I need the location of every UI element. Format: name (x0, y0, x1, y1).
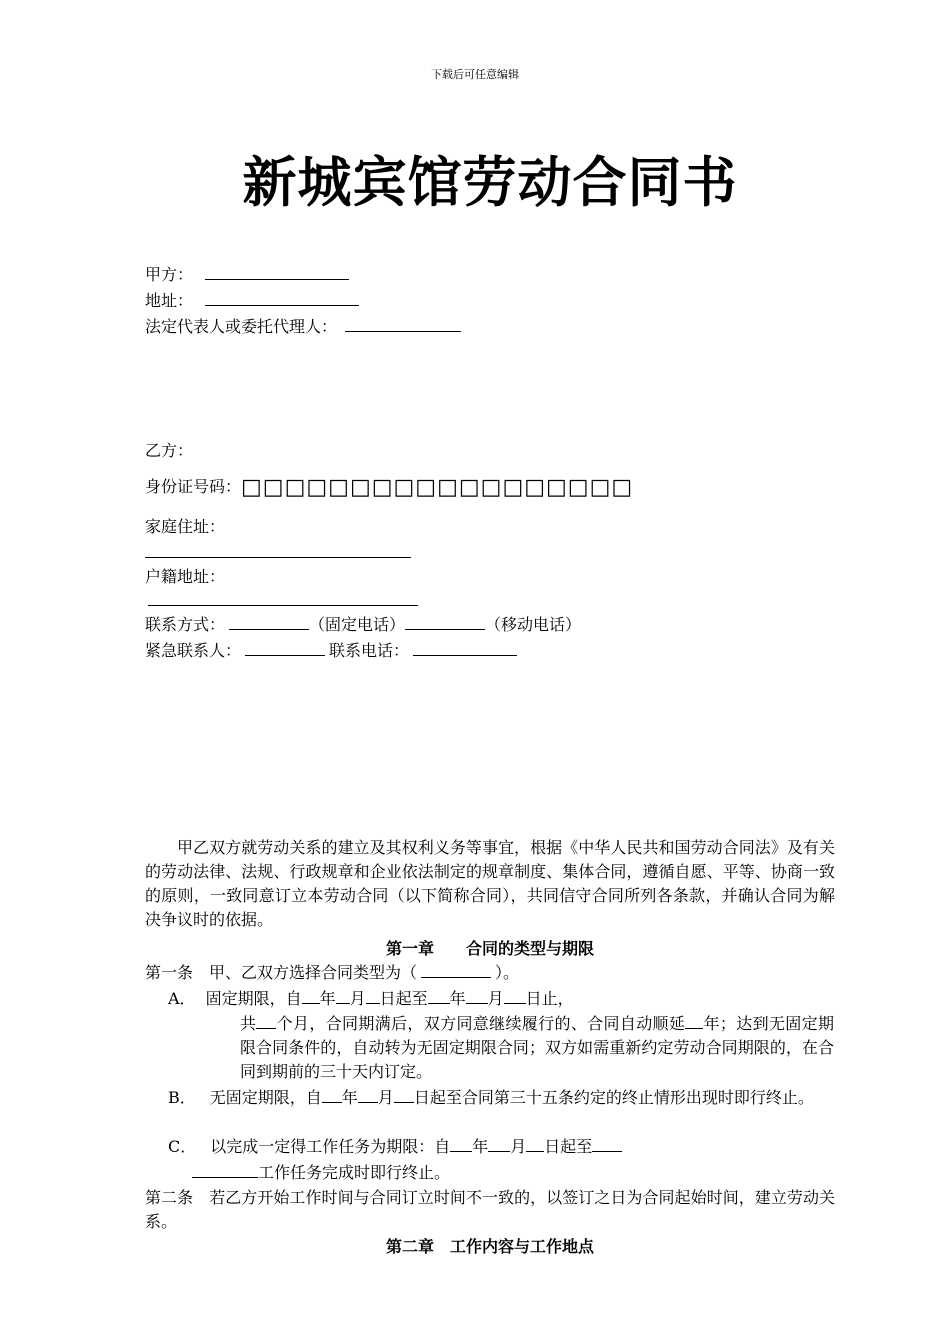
day-stop-label: 日止， (525, 989, 574, 1008)
party-a-rep-label: 法定代表人或委托代理人： (145, 317, 338, 336)
party-b-label: 乙方： (145, 441, 194, 460)
end-day-blank[interactable] (504, 989, 526, 1004)
end-month-blank[interactable] (466, 989, 488, 1004)
contact-label: 联系方式： (145, 615, 226, 634)
c-month-blank[interactable] (488, 1137, 510, 1152)
article-2 (145, 1186, 835, 1234)
option-a-c3: 年；达到无固定期限合同条件的，自动转为无固定期限合同；双方如需重新约定劳动合同期限的，在合同到期前的三十天内订定。 (240, 1014, 834, 1081)
option-c-continuation (192, 1162, 450, 1184)
chapter-1-heading: 第一章 合同的类型与期限 (385, 939, 594, 958)
option-a-label: A． (168, 989, 196, 1008)
extension-years-blank[interactable] (685, 1014, 703, 1029)
party-a-blank[interactable] (205, 265, 349, 280)
phone-label: 联系电话： (329, 641, 410, 660)
option-b-text: 无固定期限，自 (209, 1088, 322, 1107)
option-c-label: C． (168, 1137, 197, 1156)
start-day-blank[interactable] (366, 989, 380, 1004)
start-year-blank[interactable] (302, 989, 320, 1004)
year-label: 年 (472, 1137, 489, 1156)
party-b-household-label: 户籍地址： (145, 567, 226, 586)
c-year-blank[interactable] (450, 1137, 472, 1152)
party-b-id-line (145, 476, 633, 499)
c-day-blank[interactable] (526, 1137, 544, 1152)
party-b-home-label: 家庭住址： (145, 517, 226, 536)
option-a-line (168, 988, 574, 1010)
option-a-c1: 共 (240, 1014, 257, 1033)
household-address-blank[interactable] (148, 605, 418, 606)
party-b-id-label: 身份证号码： (145, 477, 242, 496)
contact-line (145, 614, 581, 636)
option-a-text: 固定期限，自 (205, 989, 302, 1008)
contract-type-blank[interactable] (421, 963, 491, 978)
end-year-blank[interactable] (428, 989, 450, 1004)
option-b (168, 1086, 834, 1110)
intro-paragraph: 甲乙双方就劳动关系的建立及其权利义务等事宜，根据《中华人民共和国劳动合同法》及有关的劳动法律、法规、行政规章和企业依法制定的规章制度、集体合同，遵循自愿、平等、协商一致的原则，一致同意订立本劳动合同（以下简称合同），共同信守合同所列各条款，并确认合同为解决争议时的依据。 (145, 838, 835, 929)
chapter-2-heading: 第二章 工作内容与工作地点 (385, 1237, 594, 1256)
b-year-blank[interactable] (322, 1088, 342, 1103)
article-1 (145, 962, 519, 984)
fixed-phone-blank[interactable] (229, 615, 309, 630)
option-a-continuation (240, 1012, 834, 1084)
month-label: 月 (377, 1088, 394, 1107)
home-address-blank[interactable] (145, 557, 411, 558)
emergency-label: 紧急联系人： (145, 641, 242, 660)
id-number-boxes[interactable]: □□□□□□□□□□□□□□□□□□ (241, 475, 634, 500)
party-a-address-label: 地址： (145, 291, 194, 310)
article-1-text: 第一条 甲、乙双方选择合同类型为（ (145, 963, 418, 982)
option-c-line (168, 1136, 622, 1158)
option-b-label: B． (168, 1088, 196, 1107)
option-a-c2: 个月，合同期满后，双方同意继续履行的、合同自动顺延 (276, 1014, 686, 1033)
month-label: 月 (510, 1137, 527, 1156)
party-a-rep-line (145, 316, 461, 338)
b-month-blank[interactable] (358, 1088, 378, 1103)
party-a-label: 甲方： (145, 265, 194, 284)
b-day-blank[interactable] (394, 1088, 414, 1103)
header-note: 下载后可任意编辑 (431, 68, 519, 81)
task-blank-b[interactable] (192, 1163, 258, 1178)
option-b-rest: 日起至合同第三十五条约定的终止情形出现时即行终止。 (413, 1088, 814, 1107)
mobile-phone-label: （移动电话） (485, 615, 582, 634)
day-from-label: 日起至 (379, 989, 428, 1008)
party-a-rep-blank[interactable] (345, 317, 461, 332)
year-label: 年 (341, 1088, 358, 1107)
start-month-blank[interactable] (336, 989, 350, 1004)
year-label: 年 (449, 989, 466, 1008)
year-label: 年 (319, 989, 336, 1008)
months-blank[interactable] (256, 1014, 276, 1029)
fixed-phone-label: （固定电话） (309, 615, 406, 634)
day-from-label: 日起至 (544, 1137, 593, 1156)
article-2-text: 第二条 若乙方开始工作时间与合同订立时间不一致的，以签订之日为合同起始时间，建立劳动关系。 (145, 1188, 835, 1231)
emergency-contact-blank[interactable] (245, 641, 325, 656)
document-title: 新城宾馆劳动合同书 (242, 150, 738, 214)
emergency-line (145, 640, 517, 662)
task-blank-a[interactable] (592, 1137, 622, 1152)
month-label: 月 (349, 989, 366, 1008)
option-c-text: 以完成一定得工作任务为期限：自 (210, 1137, 451, 1156)
party-a-address-line (145, 290, 359, 312)
mobile-phone-blank[interactable] (405, 615, 485, 630)
party-a-address-blank[interactable] (205, 291, 359, 306)
emergency-phone-blank[interactable] (413, 641, 517, 656)
month-label: 月 (487, 989, 504, 1008)
article-1-close: ）。 (495, 963, 520, 982)
party-a-line (145, 264, 349, 286)
option-c-rest: 工作任务完成时即行终止。 (258, 1163, 451, 1182)
